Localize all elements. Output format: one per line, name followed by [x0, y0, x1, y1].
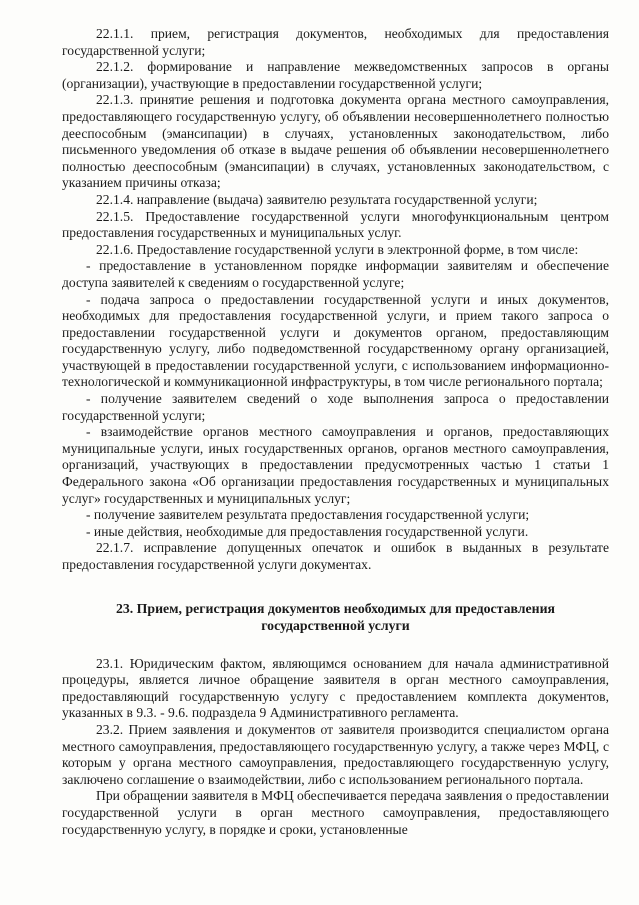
- section-23-body: [62, 656, 609, 839]
- list-item: - иные действия, необходимые для предоставления государственной услуги.: [86, 523, 529, 539]
- section-23-heading: 23. Прием, регистрация документов необходимых для предоставления государственной услуги: [115, 600, 555, 633]
- item-22-1-1: 22.1.1. прием, регистрация документов, необходимых для предоставления государственной услуги;: [62, 26, 609, 58]
- list-item: - получение заявителем сведений о ходе выполнения запроса о предоставлении государственной услуги;: [62, 391, 609, 423]
- list-item: - подача запроса о предоставлении государственной услуги и иных документов, необходимых для предоставления государственной услуги, и прием такого запроса о предоставлении государственной услуги и документов органом, предоставляющим государственную услугу, либо подведомственной государственному органу организацией, участвующей в предоставлении государственной услуги, с использованием информационно-технологической и коммуникационной инфраструктуры, в том числе регионального портала;: [62, 291, 609, 390]
- section-22-items: [62, 26, 609, 258]
- item-22-1-6: 22.1.6. Предоставление государственной услуги в электронной форме, в том числе:: [96, 241, 579, 257]
- list-item: - взаимодействие органов местного самоуправления и органов, предоставляющих муниципальные услуги, иных государственных органов, органов местного самоуправления, организаций, участвующих в предоставлении предусмотренных частью 1 статьи 1 Федерального закона «Об организации предоставления государственных и муниципальных услуг» государственных и муниципальных услуг;: [62, 424, 609, 506]
- paragraph-23-1: 23.1. Юридическим фактом, являющимся основанием для начала административной процедуры, является личное обращение заявителя в орган местного самоуправления, предоставляющий государственную услугу с предоставлением комплекта документов, указанных в 9.3. - 9.6. подраздела 9 Административного регламента.: [62, 655, 609, 721]
- item-22-1-5: 22.1.5. Предоставление государственной услуги многофункциональным центром предоставления государственных и муниципальных услуг.: [62, 208, 609, 241]
- list-item: - получение заявителем результата предоставления государственной услуги;: [86, 507, 530, 523]
- item-22-1-4: 22.1.4. направление (выдача) заявителю результата государственной услуги;: [96, 191, 538, 207]
- electronic-form-list: [62, 258, 609, 540]
- list-item: - предоставление в установленном порядке информации заявителям и обеспечение доступа заявителей к сведениям о государственной услуге;: [62, 258, 609, 290]
- item-22-1-3: 22.1.3. принятие решения и подготовка документа органа местного самоуправления, предоставляющего государственную услугу, об объявлении несовершеннолетнего полностью дееспособным (эмансипации) в случаях, установленных законодательством, либо письменного уведомления об отказе в выдаче решения об объявлении несовершеннолетнего полностью дееспособным (эмансипации) в случаях, установленных законодательством, с указанием причины отказа;: [62, 92, 609, 191]
- item-22-1-7: 22.1.7. исправление допущенных опечаток и ошибок в выданных в результате предоставления государственной услуги документах.: [62, 540, 609, 572]
- item-22-1-2: 22.1.2. формирование и направление межведомственных запросов в органы (организации), участвующие в предоставлении государственной услуги;: [62, 59, 609, 91]
- paragraph-mfc: При обращении заявителя в МФЦ обеспечивается передача заявления о предоставлении государственной услуги в орган местного самоуправления, предоставляющего государственную услугу, в порядке и сроки, установленные: [62, 788, 609, 837]
- paragraph-23-2: 23.2. Прием заявления и документов от заявителя производится специалистом органа местного самоуправления, предоставляющего государственную услугу, а также через МФЦ, с которым у органа местного самоуправления, предоставляющего государственную услугу, заключено соглашение о взаимодействии, либо с использованием регионального портала.: [62, 721, 609, 787]
